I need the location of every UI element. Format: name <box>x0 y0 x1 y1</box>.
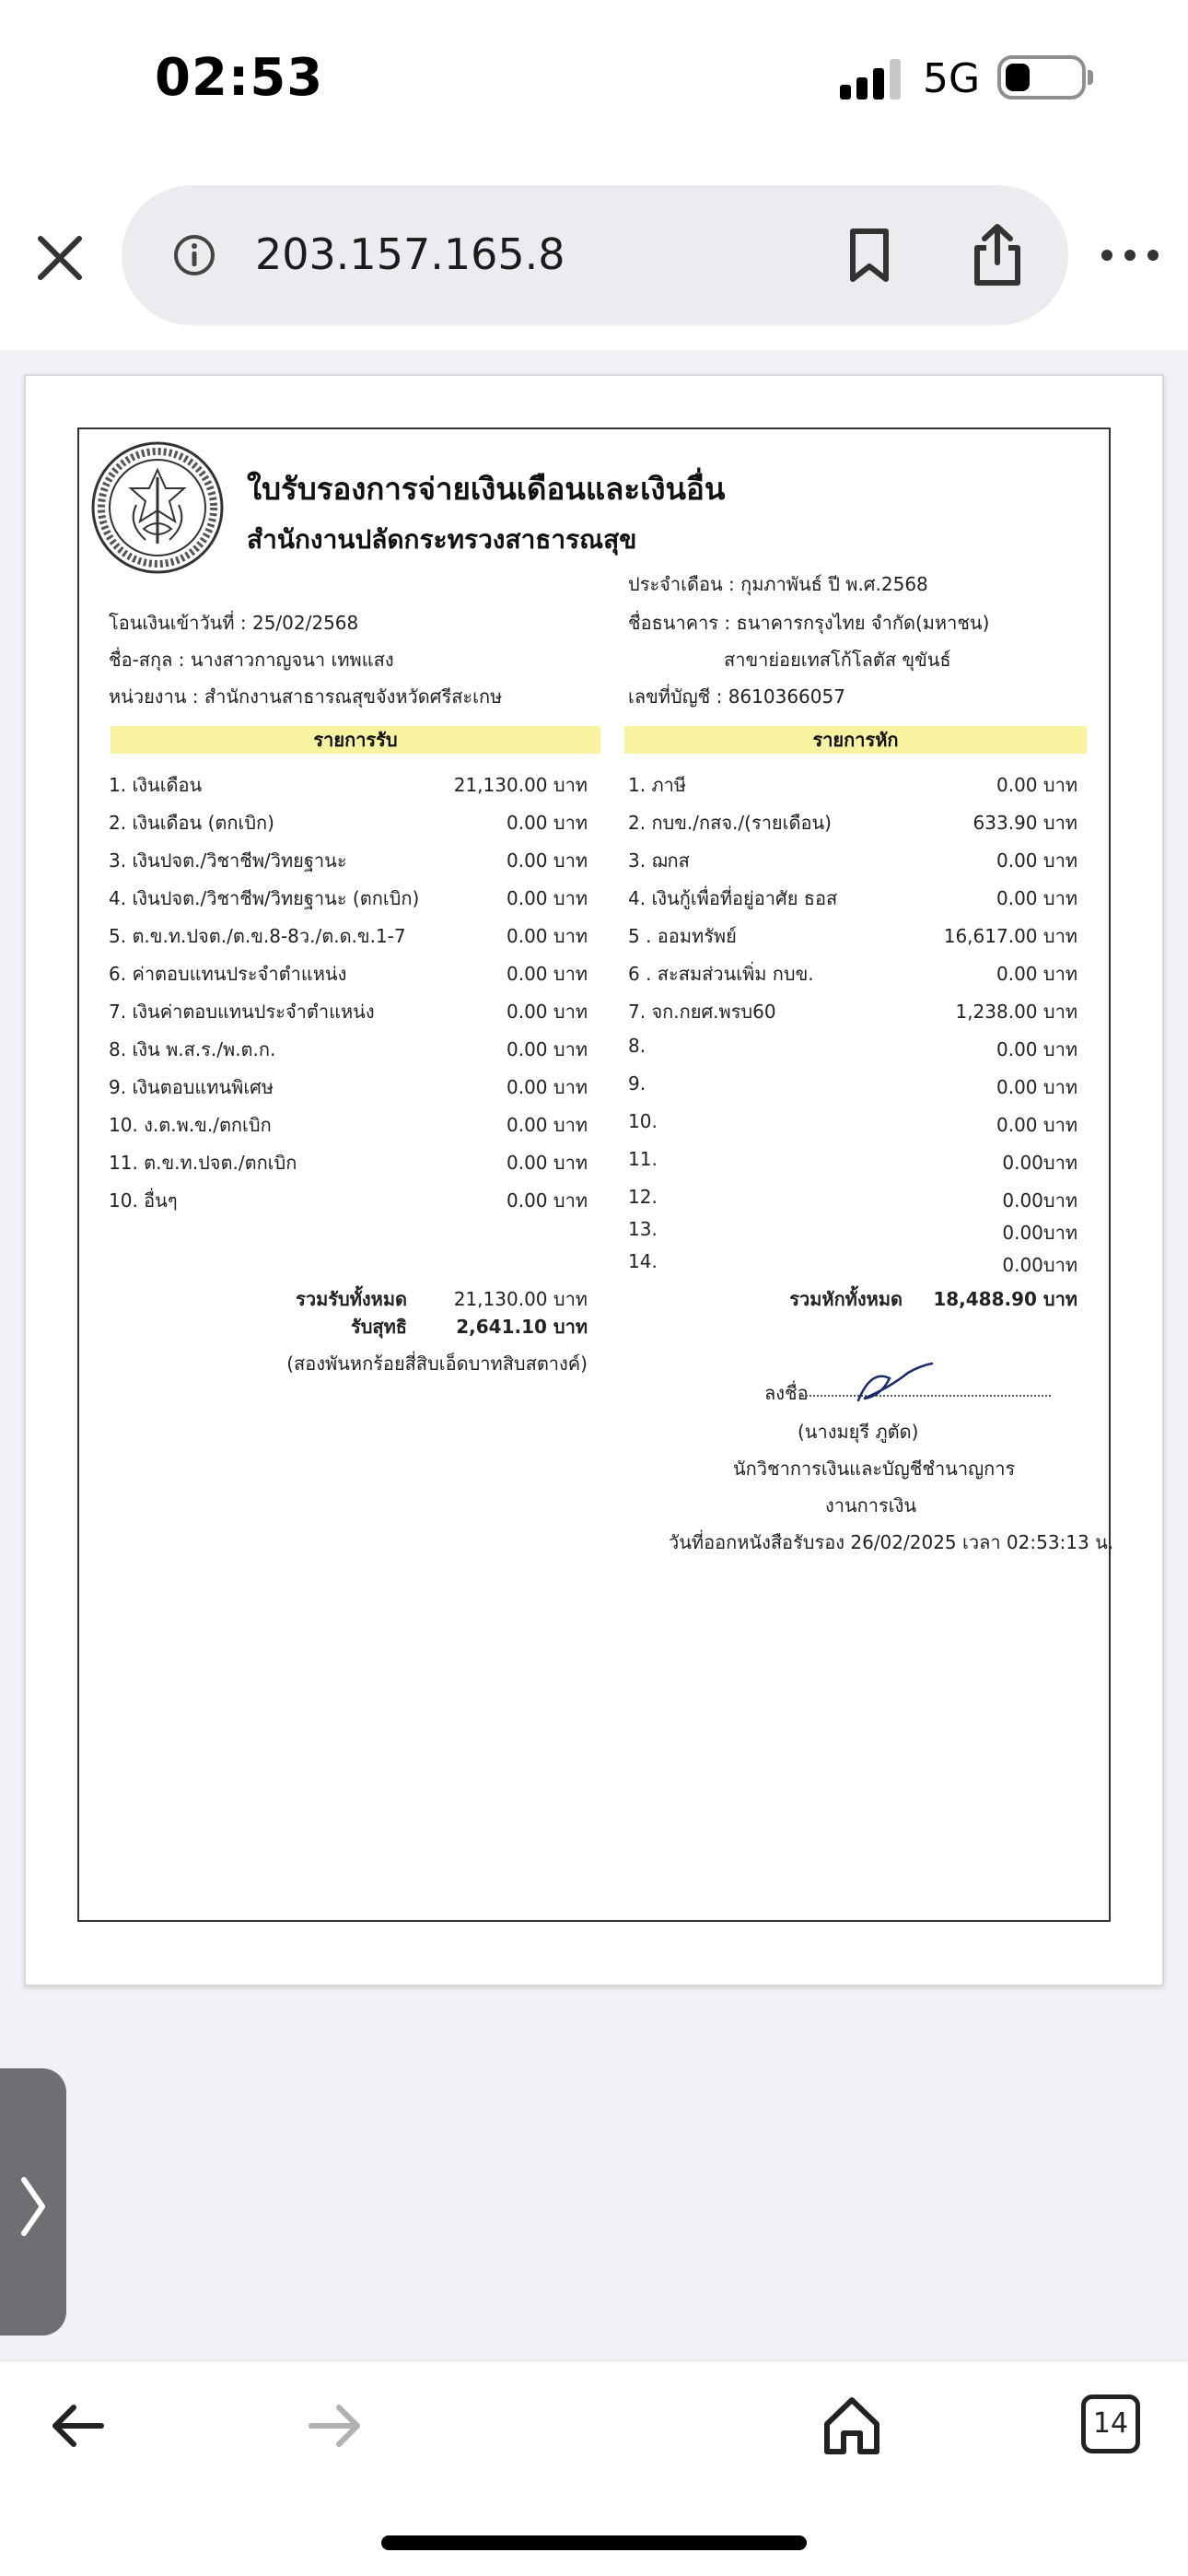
transfer-date: โอนเงินเข้าวันที่ : 25/02/2568 <box>109 612 359 634</box>
document-subtitle: สำนักงานปลัดกระทรวงสาธารณสุข <box>247 524 637 555</box>
deduction-label: 2. กบข./กสจ./(รายเดือน) <box>628 812 832 834</box>
issue-datetime: วันที่ออกหนังสือรับรอง 26/02/2025 เวลา 02:53:13 น. <box>669 1531 1114 1553</box>
income-amount: 0.00 บาท <box>507 849 588 872</box>
income-section-header: รายการรับ <box>111 726 600 754</box>
address-bar[interactable] <box>122 185 1068 325</box>
bank-name: ชื่อธนาคาร : ธนาคารกรุงไทย จำกัด(มหาชน) <box>628 612 990 634</box>
deduction-label: 8. <box>628 1035 646 1057</box>
income-label: 1. เงินเดือน <box>109 774 203 796</box>
deduction-label: 4. เงินกู้เพื่อที่อยู่อาศัย ธอส <box>628 887 838 909</box>
deduction-amount: 0.00บาท <box>1002 1152 1077 1174</box>
deduction-amount: 0.00 บาท <box>996 774 1077 796</box>
signer-name: (นางมยุรี ภูตัด) <box>798 1421 919 1443</box>
document-title: ใบรับรองการจ่ายเงินเดือนและเงินอื่น <box>247 471 726 507</box>
income-amount: 0.00 บาท <box>507 887 588 909</box>
income-amount: 0.00 บาท <box>507 1189 588 1212</box>
income-label: 2. เงินเดือน (ตกเบิก) <box>109 812 274 834</box>
deduction-label: 13. <box>628 1218 658 1240</box>
deduction-amount: 0.00 บาท <box>996 849 1077 872</box>
income-label: 3. เงินปจต./วิชาชีพ/วิทยฐานะ <box>109 849 347 872</box>
income-label: 10. ง.ต.พ.ข./ตกเบิก <box>109 1114 272 1136</box>
income-amount: 0.00 บาท <box>507 1114 588 1136</box>
deduction-amount: 0.00บาท <box>1002 1254 1077 1276</box>
total-income: 21,130.00 บาท <box>453 1288 588 1310</box>
income-label: 10. อื่นๆ <box>109 1189 178 1212</box>
income-label: 6. ค่าตอบแทนประจำตำแหน่ง <box>109 963 347 985</box>
sign-label: ลงชื่อ <box>764 1382 809 1404</box>
close-icon[interactable] <box>28 226 92 290</box>
tabs-button[interactable]: 14 <box>1081 2395 1140 2453</box>
deduction-label: 11. <box>628 1148 658 1170</box>
home-icon[interactable] <box>820 2393 884 2457</box>
income-label: 4. เงินปจต./วิชาชีพ/วิทยฐานะ (ตกเบิก) <box>109 887 420 909</box>
deduction-label: 1. ภาษี <box>628 774 687 796</box>
document-frame <box>77 427 1114 1922</box>
side-panel-handle[interactable] <box>0 2068 66 2336</box>
status-bar <box>0 0 1188 161</box>
deduction-amount: 0.00 บาท <box>996 887 1077 909</box>
income-label: 11. ต.ข.ท.ปจต./ตกเบิก <box>109 1152 297 1174</box>
more-options-icon[interactable] <box>1098 237 1162 274</box>
income-amount: 21,130.00 บาท <box>453 774 588 796</box>
work-unit: หน่วยงาน : สำนักงานสาธารณสุขจังหวัดศรีสะเกษ <box>109 685 503 708</box>
deduction-label: 7. จก.กยศ.พรบ60 <box>628 1001 776 1023</box>
deduction-label: 10. <box>628 1110 658 1132</box>
deduction-amount: 16,617.00 บาท <box>943 925 1077 947</box>
deduction-amount: 0.00บาท <box>1002 1222 1077 1244</box>
total-deduction-label: รวมหักทั้งหมด <box>789 1288 903 1310</box>
income-amount: 0.00 บาท <box>507 1152 588 1174</box>
net-pay-words: (สองพันหกร้อยสี่สิบเอ็ดบาทสิบสตางค์) <box>286 1352 588 1375</box>
income-label: 5. ต.ข.ท.ปจต./ต.ข.8-8ว./ต.ด.ข.1-7 <box>109 925 406 947</box>
deduction-label: 14. <box>628 1250 658 1272</box>
deduction-amount: 633.90 บาท <box>973 812 1077 834</box>
back-arrow-icon[interactable] <box>48 2400 107 2452</box>
deduction-section-header: รายการหัก <box>624 726 1087 754</box>
signature-icon <box>853 1360 936 1406</box>
info-icon[interactable] <box>172 233 216 277</box>
url-text[interactable]: 203.157.165.8 <box>255 229 565 279</box>
home-indicator <box>381 2535 807 2550</box>
battery-icon <box>997 55 1086 100</box>
bank-branch: สาขาย่อยเทสโก้โลตัส ขุขันธ์ <box>724 649 951 671</box>
bookmark-icon[interactable] <box>840 226 899 285</box>
deduction-label: 5 . ออมทรัพย์ <box>628 925 737 947</box>
total-income-label: รวมรับทั้งหมด <box>296 1288 407 1310</box>
income-amount: 0.00 บาท <box>507 1038 588 1060</box>
deduction-amount: 0.00 บาท <box>996 1076 1077 1098</box>
deduction-label: 12. <box>628 1186 658 1208</box>
ministry-seal-icon <box>90 440 225 575</box>
deduction-amount: 0.00 บาท <box>996 1114 1077 1136</box>
pay-month: ประจำเดือน : กุมภาพันธ์ ปี พ.ศ.2568 <box>628 573 928 595</box>
chevron-right-icon <box>17 2174 50 2239</box>
signer-position: นักวิชาการเงินและบัญชีชำนาญการ <box>733 1458 1016 1480</box>
deduction-label: 3. ฌกส <box>628 849 690 872</box>
document-page <box>24 374 1164 1986</box>
share-icon[interactable] <box>964 222 1031 288</box>
cellular-signal-icon <box>840 59 906 100</box>
income-amount: 0.00 บาท <box>507 1001 588 1023</box>
deduction-amount: 0.00บาท <box>1002 1189 1077 1212</box>
forward-arrow-icon[interactable] <box>306 2400 365 2452</box>
income-label: 7. เงินค่าตอบแทนประจำตำแหน่ง <box>109 1001 375 1023</box>
income-amount: 0.00 บาท <box>507 925 588 947</box>
net-pay: 2,641.10 บาท <box>456 1316 588 1338</box>
deduction-label: 6 . สะสมส่วนเพิ่ม กบข. <box>628 963 814 985</box>
income-amount: 0.00 บาท <box>507 812 588 834</box>
network-type: 5G <box>923 55 981 102</box>
income-amount: 0.00 บาท <box>507 963 588 985</box>
employee-name: ชื่อ-สกุล : นางสาวกาญจนา เทพแสง <box>109 649 394 671</box>
browser-top-bar <box>0 161 1188 350</box>
account-number: เลขที่บัญชี : 8610366057 <box>628 685 845 708</box>
income-label: 8. เงิน พ.ส.ร./พ.ต.ก. <box>109 1038 276 1060</box>
status-time: 02:53 <box>155 48 324 108</box>
income-amount: 0.00 บาท <box>507 1076 588 1098</box>
total-deduction: 18,488.90 บาท <box>933 1288 1077 1310</box>
signer-unit: งานการเงิน <box>825 1494 917 1516</box>
deduction-amount: 0.00 บาท <box>996 1038 1077 1060</box>
deduction-amount: 1,238.00 บาท <box>955 1001 1077 1023</box>
document-viewer[interactable] <box>0 350 1188 2359</box>
income-label: 9. เงินตอบแทนพิเศษ <box>109 1076 274 1098</box>
net-pay-label: รับสุทธิ <box>350 1316 407 1338</box>
deduction-amount: 0.00 บาท <box>996 963 1077 985</box>
deduction-label: 9. <box>628 1072 646 1095</box>
